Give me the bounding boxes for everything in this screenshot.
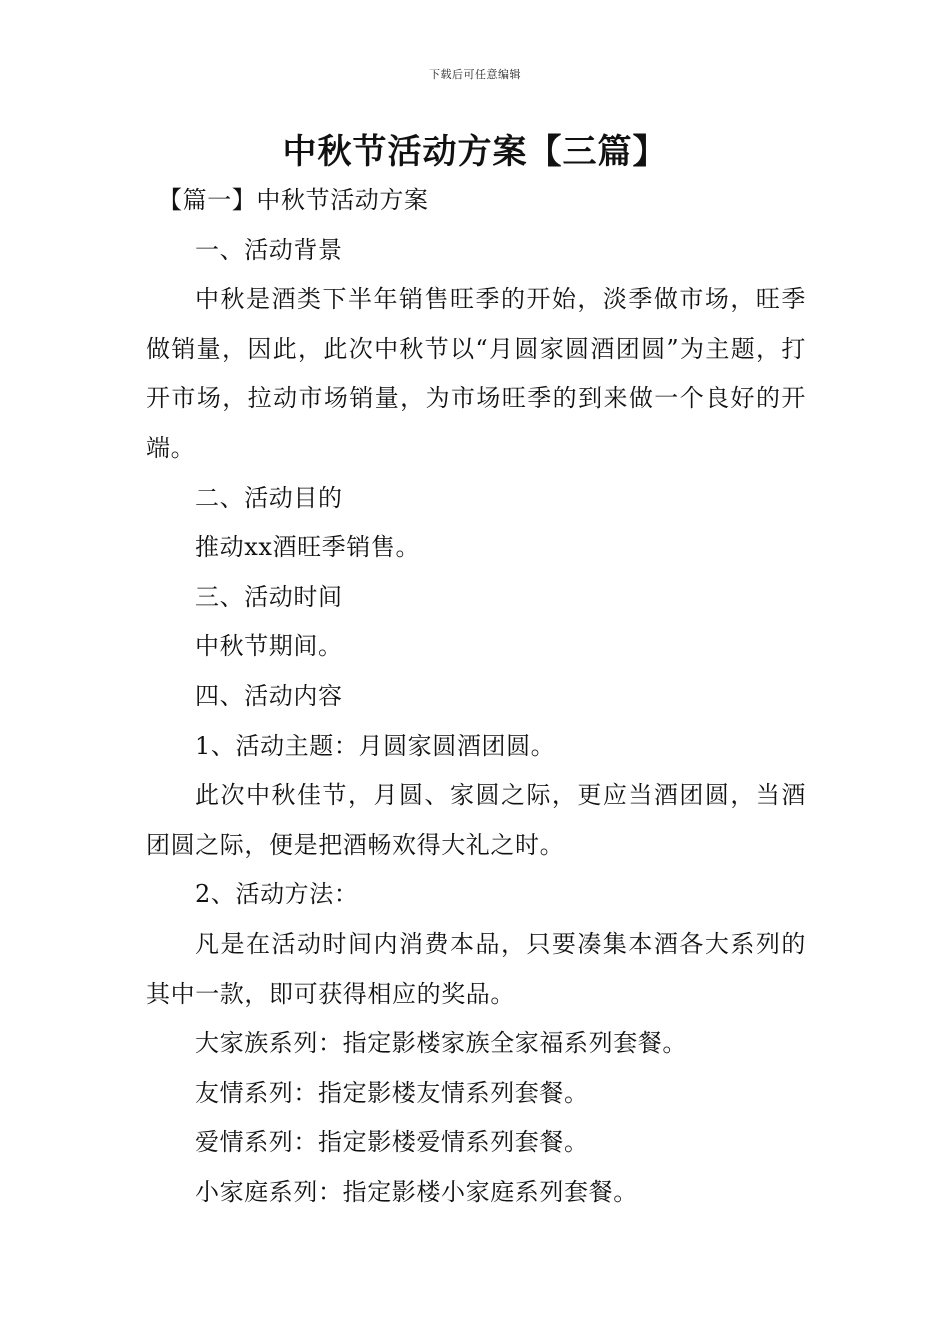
list-item-small-family-series: 小家庭系列：指定影楼小家庭系列套餐。 xyxy=(195,1177,638,1206)
heading-purpose: 二、活动目的 xyxy=(195,483,343,512)
paragraph-theme: 1、活动主题：月圆家圆酒团圆。 xyxy=(195,731,556,760)
list-item-family-series: 大家族系列：指定影楼家族全家福系列套餐。 xyxy=(195,1029,687,1058)
paragraph-theme-detail: 此次中秋佳节，月圆、家圆之际，更应当酒团圆，当酒团圆之际，便是把酒畅欢得大礼之时。 xyxy=(146,781,806,859)
list-item-friendship-series: 友情系列：指定影楼友情系列套餐。 xyxy=(195,1078,589,1107)
paragraph-method-detail: 凡是在活动时间内消费本品，只要凑集本酒各大系列的其中一款，即可获得相应的奖品。 xyxy=(146,929,806,1008)
heading-background: 一、活动背景 xyxy=(195,235,343,264)
heading-content: 四、活动内容 xyxy=(195,681,343,710)
document-title: 中秋节活动方案【三篇】 xyxy=(282,132,668,172)
paragraph-purpose: 推动xx酒旺季销售。 xyxy=(195,533,421,562)
document-body xyxy=(146,176,806,1217)
paragraph-method-heading: 2、活动方法： xyxy=(195,880,359,909)
heading-time: 三、活动时间 xyxy=(195,582,343,611)
paragraph-background: 中秋是酒类下半年销售旺季的开始，淡季做市场，旺季做销量，因此，此次中秋节以“月圆家圆酒团圆”为主题，打开市场，拉动市场销量，为市场旺季的到来做一个良好的开端。 xyxy=(146,285,806,462)
paragraph-time: 中秋节期间。 xyxy=(195,632,343,661)
header-note: 下载后可任意编辑 xyxy=(429,68,521,81)
list-item-love-series: 爱情系列：指定影楼爱情系列套餐。 xyxy=(195,1128,589,1157)
section-heading: 【篇一】中秋节活动方案 xyxy=(158,186,429,214)
